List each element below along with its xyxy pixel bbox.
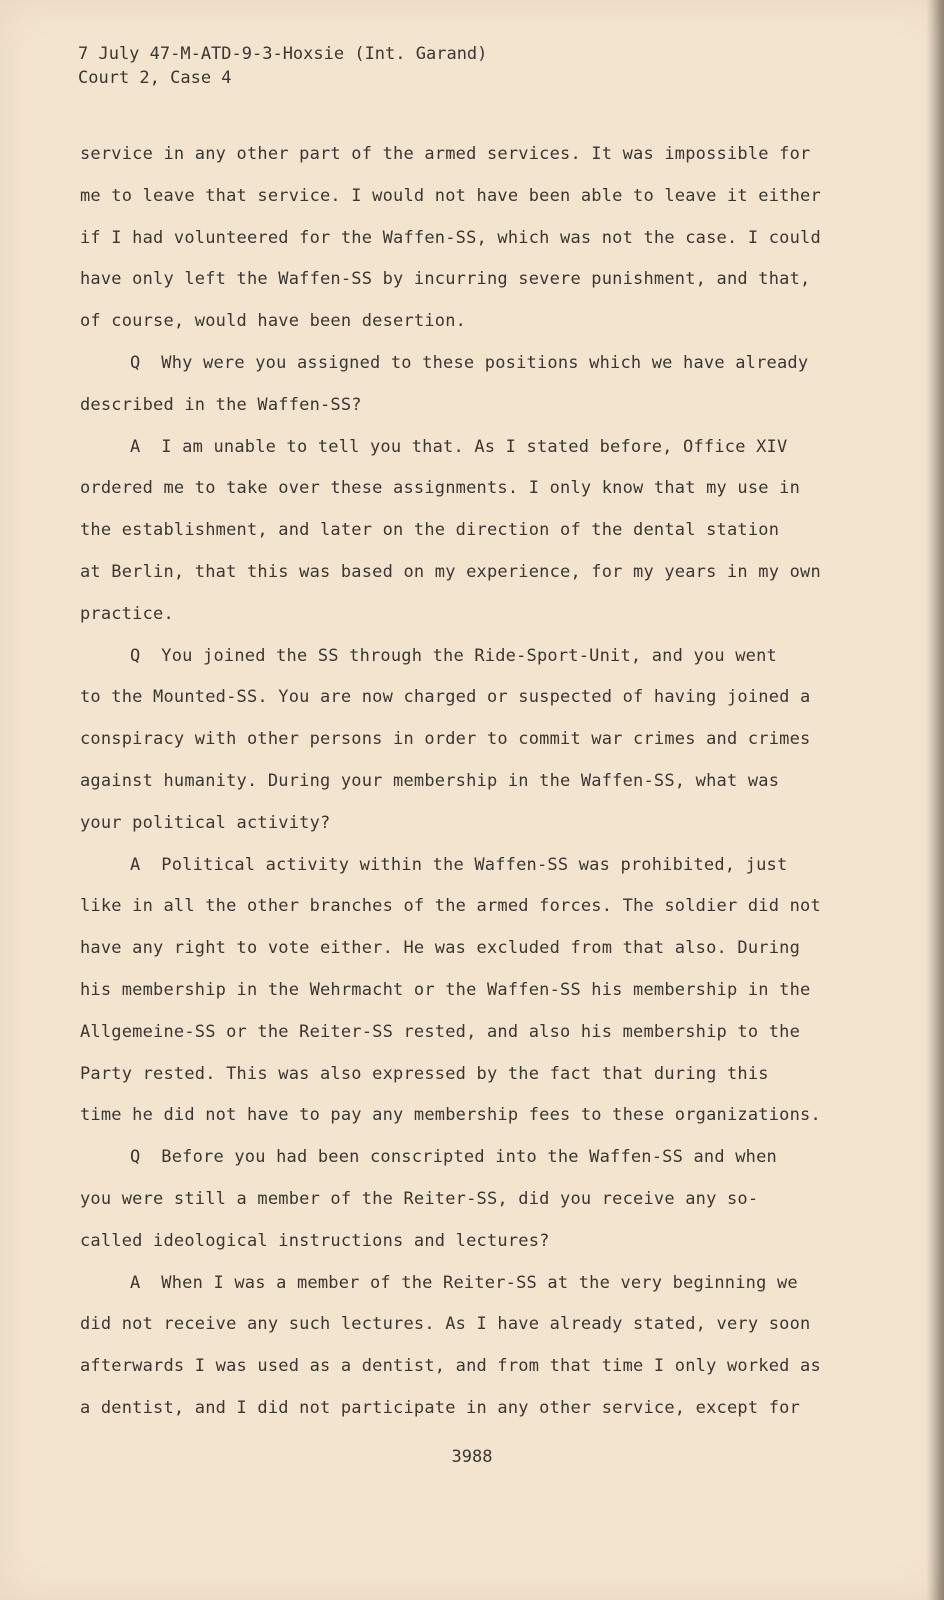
transcript-line: me to leave that service. I would not have been able to leave it either [80, 185, 821, 206]
transcript-line: Party rested. This was also expressed by the fact that during this [80, 1063, 769, 1084]
transcript-line: A I am unable to tell you that. As I stated before, Office XIV [130, 436, 788, 457]
transcript-line: if I had volunteered for the Waffen-SS, which was not the case. I could [80, 227, 821, 248]
transcript-line: called ideological instructions and lectures? [80, 1230, 550, 1251]
transcript-line: like in all the other branches of the armed forces. The soldier did not [80, 896, 821, 917]
transcript-body [80, 142, 821, 1438]
transcript-line: did not receive any such lectures. As I have already stated, very soon [80, 1314, 811, 1335]
transcript-line: afterwards I was used as a dentist, and from that time I only worked as [80, 1356, 821, 1377]
transcript-line: the establishment, and later on the direction of the dental station [80, 520, 780, 541]
page-edge-shadow [926, 0, 944, 1600]
transcript-line: to the Mounted-SS. You are now charged or suspected of having joined a [80, 687, 811, 708]
transcript-line: against humanity. During your membership in the Waffen-SS, what was [80, 770, 780, 791]
transcript-line: you were still a member of the Reiter-SS, did you receive any so- [80, 1188, 759, 1209]
transcript-line: his membership in the Wehrmacht or the Waffen-SS his membership in the [80, 979, 811, 1000]
transcript-line: Q You joined the SS through the Ride-Sport-Unit, and you went [130, 645, 777, 666]
transcript-line: A When I was a member of the Reiter-SS at the very beginning we [130, 1272, 798, 1293]
transcript-line: Allgemeine-SS or the Reiter-SS rested, and also his membership to the [80, 1021, 801, 1042]
transcript-line: your political activity? [80, 812, 331, 833]
transcript-line: practice. [80, 603, 174, 624]
transcript-line: A Political activity within the Waffen-SS was prohibited, just [130, 854, 788, 875]
transcript-line: of course, would have been desertion. [80, 311, 467, 332]
transcript-line: have any right to vote either. He was excluded from that also. During [80, 938, 801, 959]
transcript-line: a dentist, and I did not participate in any other service, except for [80, 1397, 801, 1418]
transcript-line: Q Why were you assigned to these positions which we have already [130, 352, 809, 373]
transcript-line: have only left the Waffen-SS by incurring severe punishment, and that, [80, 269, 811, 290]
transcript-line: Q Before you had been conscripted into the Waffen-SS and when [130, 1147, 777, 1168]
header-line-1: 7 July 47-M-ATD-9-3-Hoxsie (Int. Garand) [78, 44, 488, 64]
transcript-line: service in any other part of the armed services. It was impossible for [80, 144, 811, 164]
page-number: 3988 [451, 1447, 493, 1467]
transcript-line: ordered me to take over these assignments. I only know that my use in [80, 478, 801, 499]
document-header [78, 42, 487, 90]
transcript-line: time he did not have to pay any membership fees to these organizations. [80, 1105, 821, 1126]
transcript-line: at Berlin, that this was based on my experience, for my years in my own [80, 561, 821, 582]
transcript-line: conspiracy with other persons in order to commit war crimes and crimes [80, 729, 811, 750]
header-line-2: Court 2, Case 4 [78, 68, 232, 88]
transcript-line: described in the Waffen-SS? [80, 394, 362, 415]
